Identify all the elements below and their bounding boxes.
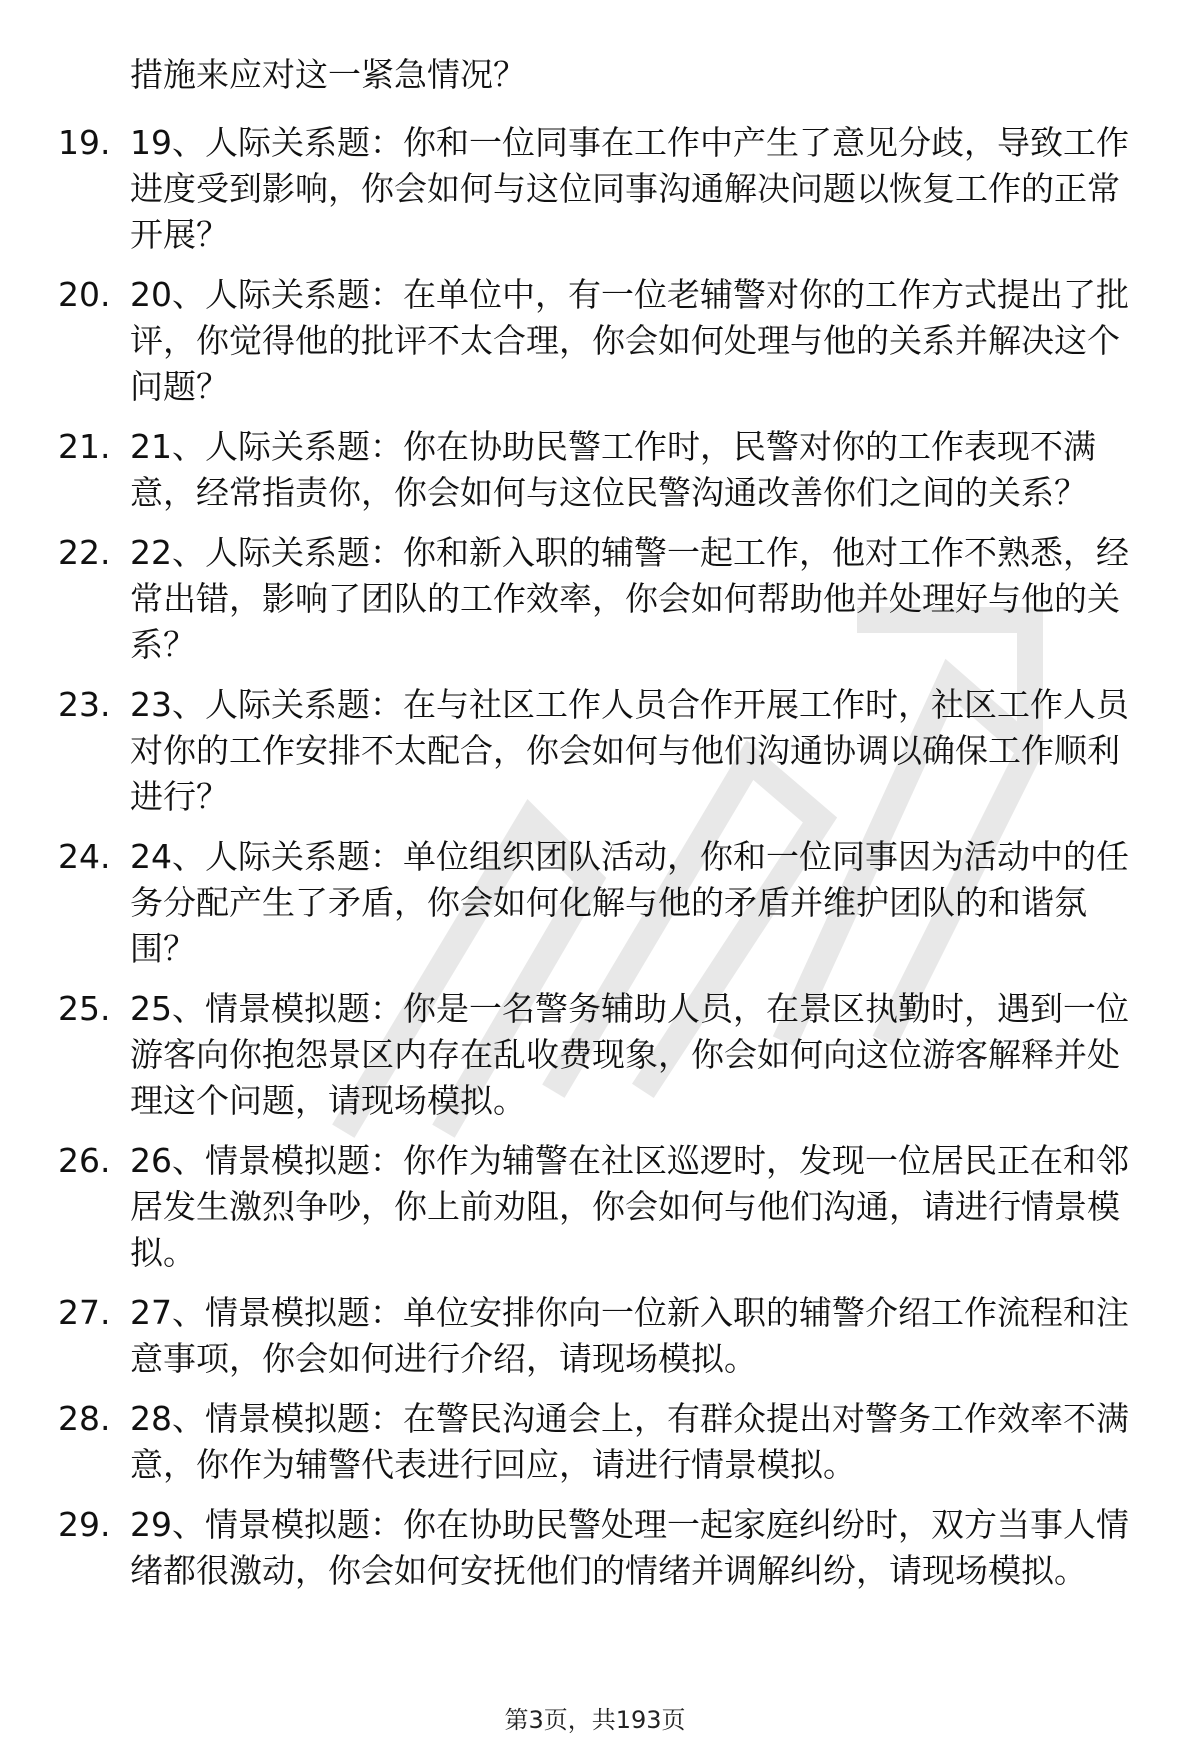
question-text: 27、情景模拟题：单位安排你向一位新入职的辅警介绍工作流程和注意事项，你会如何进行介绍，请现场模拟。 (130, 1293, 1129, 1378)
question-number: 27. (58, 1293, 111, 1332)
question-number: 21. (58, 427, 111, 466)
question-number: 20. (58, 275, 111, 314)
question-text: 26、情景模拟题：你作为辅警在社区巡逻时，发现一位居民正在和邻居发生激烈争吵，你上前劝阻，你会如何与他们沟通，请进行情景模拟。 (130, 1141, 1129, 1272)
page-footer: 第3页，共193页 (504, 1706, 686, 1734)
question-text: 23、人际关系题：在与社区工作人员合作开展工作时，社区工作人员对你的工作安排不太配合，你会如何与他们沟通协调以确保工作顺利进行？ (130, 685, 1129, 816)
list-item (0, 120, 1190, 258)
list-item (0, 1502, 1190, 1594)
question-text: 19、人际关系题：你和一位同事在工作中产生了意见分歧，导致工作进度受到影响，你会如何与这位同事沟通解决问题以恢复工作的正常开展？ (130, 123, 1129, 254)
list-item (0, 834, 1190, 972)
question-number: 23. (58, 685, 111, 724)
list-item (0, 1138, 1190, 1276)
list-item (0, 1290, 1190, 1382)
continuation-text: 措施来应对这一紧急情况？ (130, 55, 526, 94)
list-item (0, 682, 1190, 820)
list-item (0, 986, 1190, 1124)
question-text: 24、人际关系题：单位组织团队活动，你和一位同事因为活动中的任务分配产生了矛盾，你会如何化解与他的矛盾并维护团队的和谐氛围？ (130, 837, 1129, 968)
question-text: 20、人际关系题：在单位中，有一位老辅警对你的工作方式提出了批评，你觉得他的批评不太合理，你会如何处理与他的关系并解决这个问题？ (130, 275, 1129, 406)
question-text: 22、人际关系题：你和新入职的辅警一起工作，他对工作不熟悉，经常出错，影响了团队的工作效率，你会如何帮助他并处理好与他的关系？ (130, 533, 1129, 664)
list-item (0, 530, 1190, 668)
question-number: 24. (58, 837, 111, 876)
list-item (0, 1396, 1190, 1488)
question-number: 25. (58, 989, 111, 1028)
question-text: 28、情景模拟题：在警民沟通会上，有群众提出对警务工作效率不满意，你作为辅警代表进行回应，请进行情景模拟。 (130, 1399, 1129, 1484)
question-text: 21、人际关系题：你在协助民警工作时，民警对你的工作表现不满意，经常指责你，你会如何与这位民警沟通改善你们之间的关系？ (130, 427, 1096, 512)
question-number: 19. (58, 123, 111, 162)
list-item (0, 424, 1190, 516)
question-number: 22. (58, 533, 111, 572)
question-list (0, 120, 1190, 1608)
question-number: 26. (58, 1141, 111, 1180)
question-text: 25、情景模拟题：你是一名警务辅助人员，在景区执勤时，遇到一位游客向你抱怨景区内存在乱收费现象，你会如何向这位游客解释并处理这个问题，请现场模拟。 (130, 989, 1129, 1120)
question-number: 28. (58, 1399, 111, 1438)
question-text: 29、情景模拟题：你在协助民警处理一起家庭纠纷时，双方当事人情绪都很激动，你会如何安抚他们的情绪并调解纠纷，请现场模拟。 (130, 1505, 1129, 1590)
question-number: 29. (58, 1505, 111, 1544)
list-item (0, 272, 1190, 410)
